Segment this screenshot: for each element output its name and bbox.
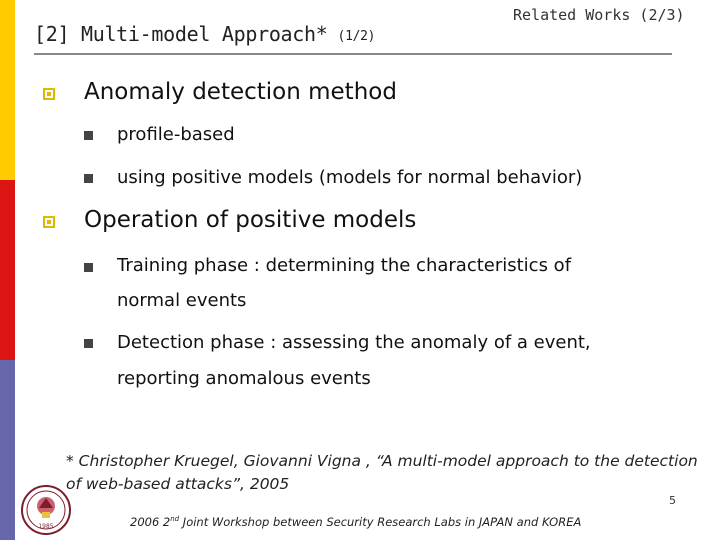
bullet-square-icon [43,216,55,228]
side-stripe-red [0,180,15,360]
side-stripe-yellow [0,0,15,180]
subbullet-detection-phase: Detection phase : assessing the anomaly of a event, [117,332,591,353]
footer-text [130,515,581,529]
bullet-square-icon [43,88,55,100]
title-footnote-marker: * [315,22,328,46]
bullet-operation-positive-models: Operation of positive models [84,207,417,233]
title-part-indicator: (1/2) [337,29,376,44]
university-seal-logo [20,484,72,536]
subbullet-positive-models: using positive models (models for normal behavior) [117,167,583,188]
logo-year: 1985 [38,523,54,530]
bullet-dot-icon [84,131,93,140]
page-number: 5 [669,494,676,507]
footnote-line-1: * Christopher Kruegel, Giovanni Vigna , “A multi-model approach to the detection [66,452,698,470]
footnote-line-2: of web-based attacks”, 2005 [66,475,290,493]
footer-ordinal: nd [170,515,180,524]
side-stripe-blue [0,360,15,540]
title-divider [34,53,672,55]
section-label: Related Works (2/3) [513,6,685,24]
subbullet-profile-based: profile-based [117,124,235,145]
footer-year: 2006 2 [130,515,171,529]
subbullet-detection-phase-cont: reporting anomalous events [117,368,371,389]
bullet-anomaly-detection: Anomaly detection method [84,79,397,105]
title-text: [2] Multi-model Approach [34,22,316,46]
bullet-dot-icon [84,263,93,272]
footer-event: Joint Workshop between Security Research Labs in JAPAN and KOREA [179,515,582,529]
bullet-dot-icon [84,339,93,348]
slide-title [34,22,375,46]
bullet-dot-icon [84,174,93,183]
subbullet-training-phase: Training phase : determining the characteristics of [117,255,572,276]
subbullet-training-phase-cont: normal events [117,290,247,311]
